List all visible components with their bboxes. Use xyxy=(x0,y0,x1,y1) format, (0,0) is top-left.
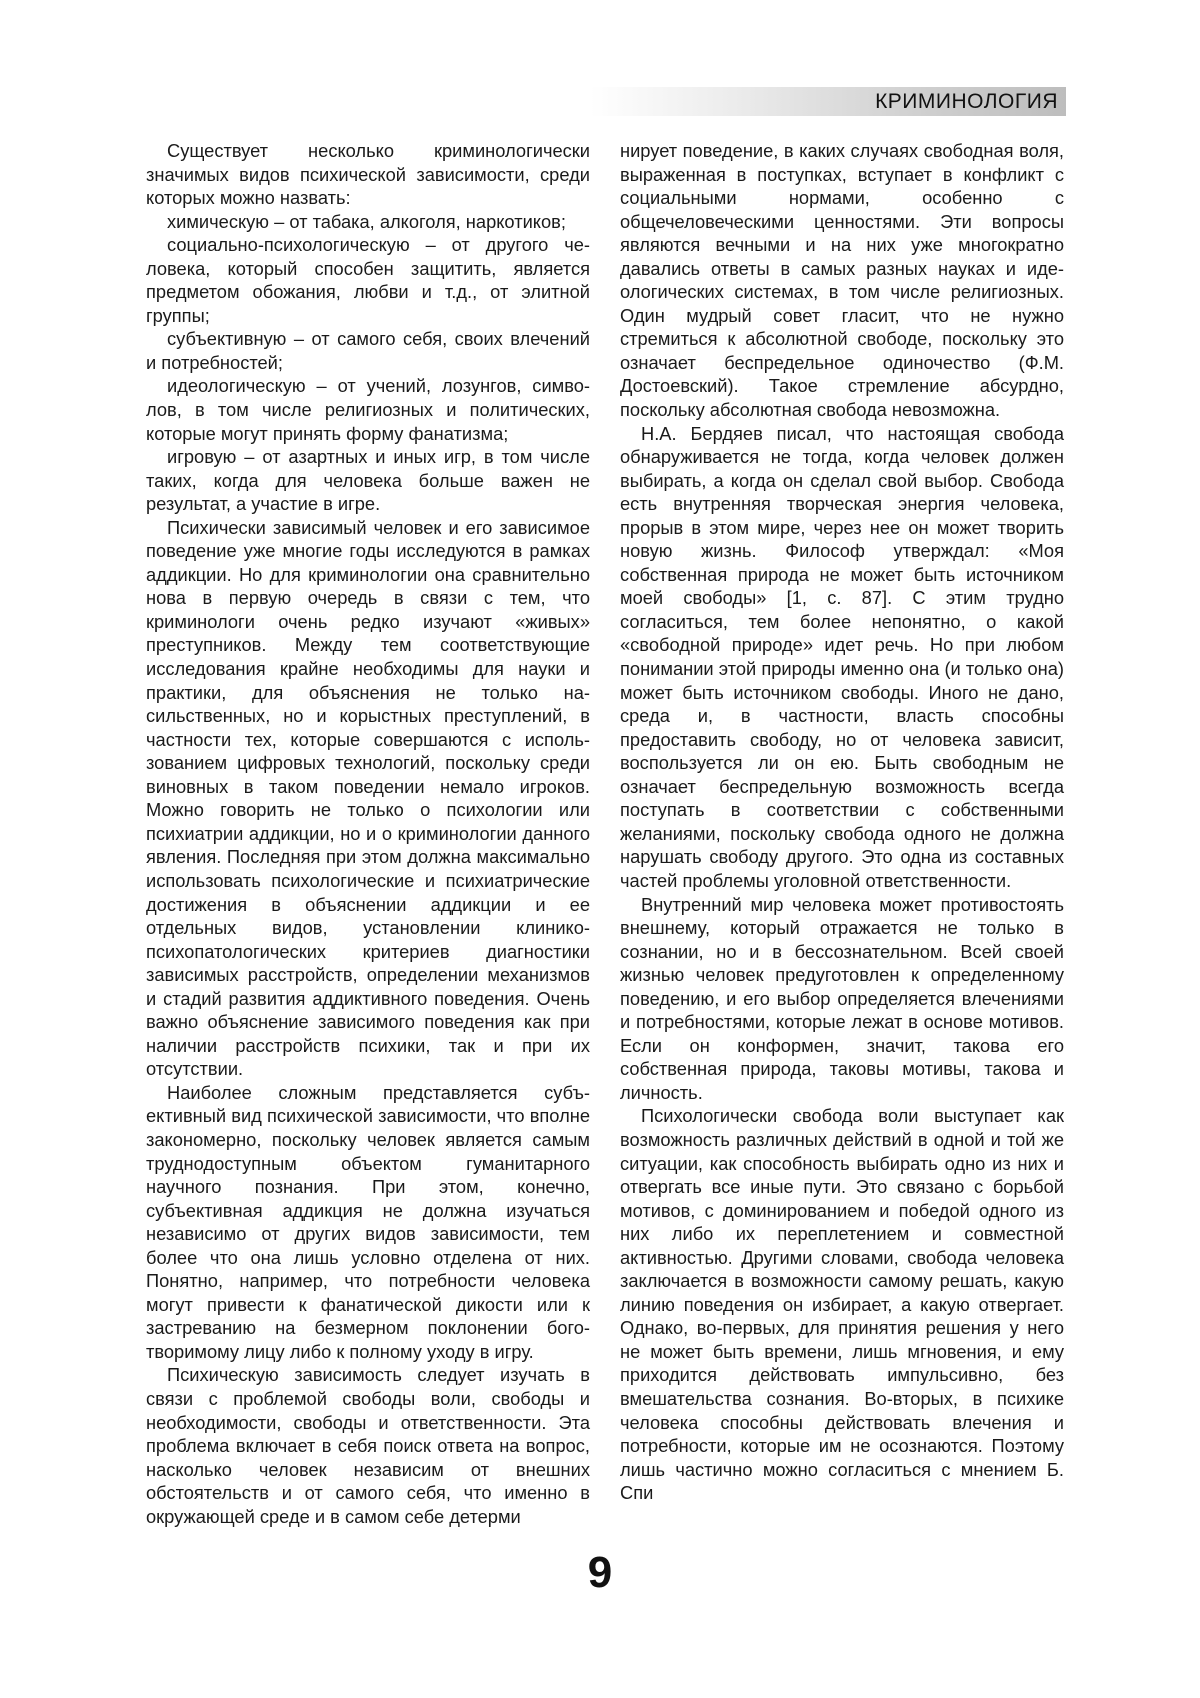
left-text-column xyxy=(146,139,590,1528)
section-header-banner xyxy=(590,87,1066,116)
list-item: идеологическую – от учений, лозунгов, символов, в том числе религиозных и политических, которые могут принять форму фанатизма; xyxy=(146,375,590,444)
paragraph: Психическую зависимость следует изучать в связи с проблемой свободы воли, свободы и необходимости, свободы и ответственности. Эта проблема включает в себя поиск ответа на вопрос, насколько человек независим от внешних обстоятельств и от самого себя, что именно в окружающей среде и в самом себе детерми xyxy=(146,1364,590,1527)
paragraph: Психически зависимый человек и его зависимое поведение уже многие годы исследуются в рамках аддикции. Но для криминологии она сравнительно нова в первую очередь в связи с тем, что криминологи очень редко изучают «живых» преступников. Между тем соответствующие исследования крайне необходимы для науки и практики, для объяснения не только насильственных, но и корыстных преступлений, в частности тех, которые совершаются с использованием цифровых технологий, поскольку среди виновных в таком поведении немало игроков. Можно говорить не только о психологии или психиатрии аддикции, но и о криминологии данного явления. Последняя при этом должна максимально использовать психологические и психиатрические достижения в объяснении аддикции и ее отдельных видов, установлении клинико-психопатологических критериев диагностики зависимых расстройств, определении механизмов и стадий развития аддиктивного поведения. Очень важно объяснение зависимого поведения как при наличии расстройств психики, так и при их отсутствии. xyxy=(146,516,590,1080)
list-item: социально-психологическую – от другого человека, который способен защитить, является предметом обожания, любви и т.д., от элитной группы; xyxy=(146,234,590,326)
page-number: 9 xyxy=(587,1548,613,1597)
paragraph-continuation: нирует поведение, в каких случаях свободная воля, выраженная в поступках, вступает в конфликт с социальными нормами, особенно с общечеловеческими ценностями. Эти вопросы являются вечными и на них уже многократно давались ответы в самых разных науках и идеологических системах, в том числе религиозных. Один мудрый совет гласит, что не нужно стремиться к абсолютной свободе, поскольку это означает беспредельное одиночество (Ф.М. Достоевский). Такое стремление абсурдно, поскольку абсолютная свобода невозможна. xyxy=(620,140,1064,421)
paragraph: Психологически свобода воли выступает как возможность различных действий в одной и той же ситуации, как способность выбирать одно из них и отвергать все иные пути. Это связано с борьбой мотивов, с доминированием и победой одного из них либо их переплетением и совместной активностью. Другими словами, свобода человека заключается в возможности самому решать, какую линию поведения он избирает, а какую отвергает. Однако, во-первых, для принятия решения у него не может быть времени, лишь мгновения, и ему приходится действовать импульсивно, без вмешательства сознания. Во-вторых, в психике человека способны действовать влечения и потребности, которые им не осознаются. Поэтому лишь частично можно согласиться с мнением Б. Спи xyxy=(620,1105,1064,1504)
right-text-column xyxy=(620,139,1064,1505)
list-item: химическую – от табака, алкоголя, наркотиков; xyxy=(167,210,566,232)
paragraph: Наиболее сложным представляется субъективный вид психической зависимости, что вполне закономерно, поскольку человек является самым труднодоступным объектом гуманитарного научного познания. При этом, конечно, субъективная аддикция не должна изучаться независимо от других видов зависимости, тем более что она лишь условно отделена от них. Понятно, например, что потребности человека могут привести к фанатической дикости или к застреванию на безмерном поклонении боготворимому лицу либо к полному уходу в игру. xyxy=(146,1081,590,1362)
paragraph: Существует несколько криминологически значимых видов психической зависимости, среди которых можно назвать: xyxy=(146,140,590,209)
section-title: КРИМИНОЛОГИЯ xyxy=(875,90,1058,113)
paragraph: Н.А. Бердяев писал, что настоящая свобода обнаруживается не тогда, когда человек должен выбирать, а когда он сделал свой выбор. Свобода есть внутренняя творческая энергия человека, прорыв в этом мире, через нее он может творить новую жизнь. Философ утверждал: «Моя собственная природа не может быть источником моей свободы» [1, с. 87]. С этим трудно согласиться, тем более непонятно, о какой «свободной природе» идет речь. Но при любом понимании этой природы именно она (и только она) может быть источником свободы. Иного не дано, среда и, в частности, власть способны предоставить свободу, но от человека зависит, воспользуется ли он ею. Быть свободным не означает беспредельную возможность всегда поступать в соответствии с собственными желаниями, поскольку свобода одного не должна нарушать свободу другого. Это одна из составных частей проблемы уголовной ответственности. xyxy=(620,422,1064,891)
list-item: субъективную – от самого себя, своих влечений и потребностей; xyxy=(146,328,590,373)
paragraph: Внутренний мир человека может противостоять внешнему, который отражается не только в сознании, но и в бессознательном. Всей своей жизнью человек предуготовлен к определенному поведению, и его выбор определяется влечениями и потребностями, которые лежат в основе мотивов. Если он конформен, значит, такова его собственная природа, таковы мотивы, такова и личность. xyxy=(620,893,1064,1103)
list-item: игровую – от азартных и иных игр, в том числе таких, когда для человека больше важен не результат, а участие в игре. xyxy=(146,446,590,515)
